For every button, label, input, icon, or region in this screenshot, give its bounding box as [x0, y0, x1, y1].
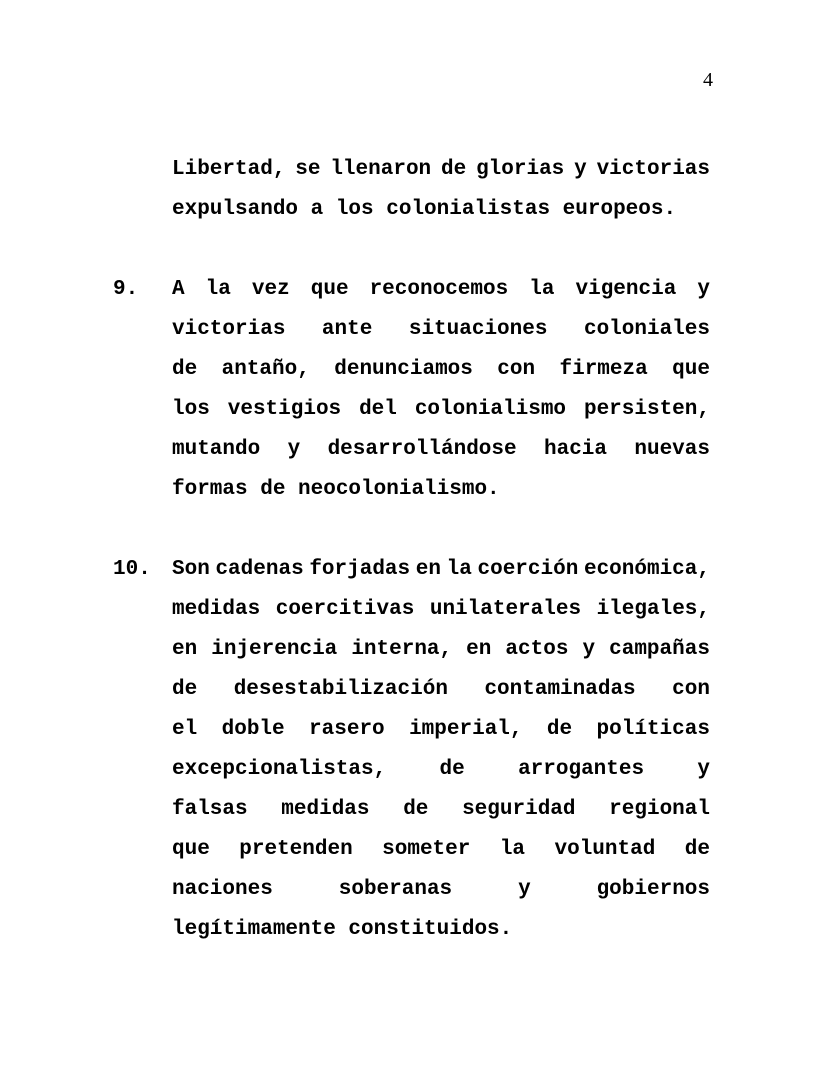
word: victorias: [596, 158, 710, 181]
word: persisten,: [583, 398, 710, 421]
paragraph: [113, 270, 710, 510]
text-line: [172, 590, 710, 630]
text-line: [172, 310, 710, 350]
word: vestigios: [227, 398, 342, 421]
word: el: [172, 718, 198, 741]
paragraph: [113, 550, 710, 950]
word: arrogantes: [518, 758, 645, 781]
word: en: [415, 558, 441, 581]
word: y: [518, 878, 531, 901]
word: de: [172, 678, 198, 701]
word: coercitivas: [275, 598, 415, 621]
word: excepcionalistas,: [172, 758, 387, 781]
word: interna,: [351, 638, 453, 661]
paragraph: [113, 150, 710, 230]
word: la: [446, 558, 472, 581]
word: antaño,: [221, 358, 310, 381]
text-line: [172, 550, 710, 590]
word: coerción: [477, 558, 579, 581]
word: pretenden: [239, 838, 353, 861]
paragraph-lines: [172, 150, 710, 230]
word: firmeza: [559, 358, 648, 381]
word: unilaterales: [429, 598, 582, 621]
page-number: 4: [703, 69, 713, 91]
text-line: [172, 350, 710, 390]
word: cadenas: [215, 558, 304, 581]
word: económica,: [583, 558, 710, 581]
word: doble: [221, 718, 285, 741]
word: falsas: [172, 798, 248, 821]
word: desestabilización: [233, 678, 448, 701]
paragraph-lines: [172, 270, 710, 510]
word: glorias: [476, 158, 565, 181]
word: contaminadas: [484, 678, 636, 701]
text-line: [172, 750, 710, 790]
word: de: [441, 158, 467, 181]
word: campañas: [609, 638, 710, 661]
word: imperial,: [409, 718, 523, 741]
word: llenaron: [330, 158, 432, 181]
word: nuevas: [634, 438, 710, 461]
word: hacia: [543, 438, 607, 461]
text-line: [172, 790, 710, 830]
word: rasero: [309, 718, 385, 741]
word: someter: [382, 838, 471, 861]
word: de: [403, 798, 429, 821]
word: de: [684, 838, 710, 861]
word: denunciamos: [334, 358, 473, 381]
text-line: [172, 830, 710, 870]
text-line: [172, 150, 710, 190]
word: Son: [172, 558, 210, 581]
word: la: [529, 278, 555, 301]
text-line: [172, 870, 710, 910]
word: con: [672, 678, 710, 701]
text-line: [172, 630, 710, 670]
word: ante: [321, 318, 373, 341]
word: en: [466, 638, 492, 661]
text-line: expulsando a los colonialistas europeos.: [172, 198, 677, 221]
text-line: [172, 710, 710, 750]
word: del: [359, 398, 397, 421]
word: y: [574, 158, 587, 181]
word: seguridad: [462, 798, 576, 821]
word: de: [546, 718, 573, 741]
text-line: [172, 430, 710, 470]
word: y: [697, 278, 710, 301]
document-body: [113, 150, 710, 950]
word: coloniales: [583, 318, 710, 341]
word: A: [172, 278, 185, 301]
word: de: [172, 358, 198, 381]
word: medidas: [172, 598, 261, 621]
paragraph-number: 9.: [113, 278, 139, 301]
word: gobiernos: [596, 878, 710, 901]
word: soberanas: [338, 878, 453, 901]
word: medidas: [281, 798, 370, 821]
word: voluntad: [554, 838, 656, 861]
word: Libertad,: [172, 158, 286, 181]
word: la: [499, 838, 526, 861]
word: y: [287, 438, 301, 461]
word: y: [697, 758, 710, 781]
word: desarrollándose: [327, 438, 517, 461]
word: ilegales,: [596, 598, 710, 621]
word: situaciones: [408, 318, 548, 341]
word: que: [672, 358, 710, 381]
text-line: [172, 390, 710, 430]
word: reconocemos: [369, 278, 509, 301]
word: con: [497, 358, 536, 381]
word: que: [310, 278, 349, 301]
word: mutando: [172, 438, 261, 461]
word: forjadas: [309, 558, 411, 581]
word: victorias: [172, 318, 286, 341]
word: se: [295, 158, 321, 181]
word: naciones: [172, 878, 273, 901]
text-line: [172, 270, 710, 310]
word: políticas: [596, 718, 710, 741]
word: vigencia: [575, 278, 677, 301]
paragraph-number: 10.: [113, 558, 151, 581]
text-line: [172, 670, 710, 710]
paragraph-lines: [172, 550, 710, 950]
word: colonialismo: [414, 398, 567, 421]
word: de: [439, 758, 465, 781]
word: injerencia: [211, 638, 338, 661]
paragraph-number: [113, 150, 172, 190]
word: y: [582, 638, 596, 661]
word: vez: [251, 278, 290, 301]
word: regional: [609, 798, 710, 821]
word: en: [172, 638, 198, 661]
text-line: formas de neocolonialismo.: [172, 478, 500, 501]
text-line: legítimamente constituidos.: [172, 918, 513, 941]
word: la: [205, 278, 231, 301]
word: los: [172, 398, 210, 421]
word: actos: [505, 638, 569, 661]
word: que: [172, 838, 210, 861]
